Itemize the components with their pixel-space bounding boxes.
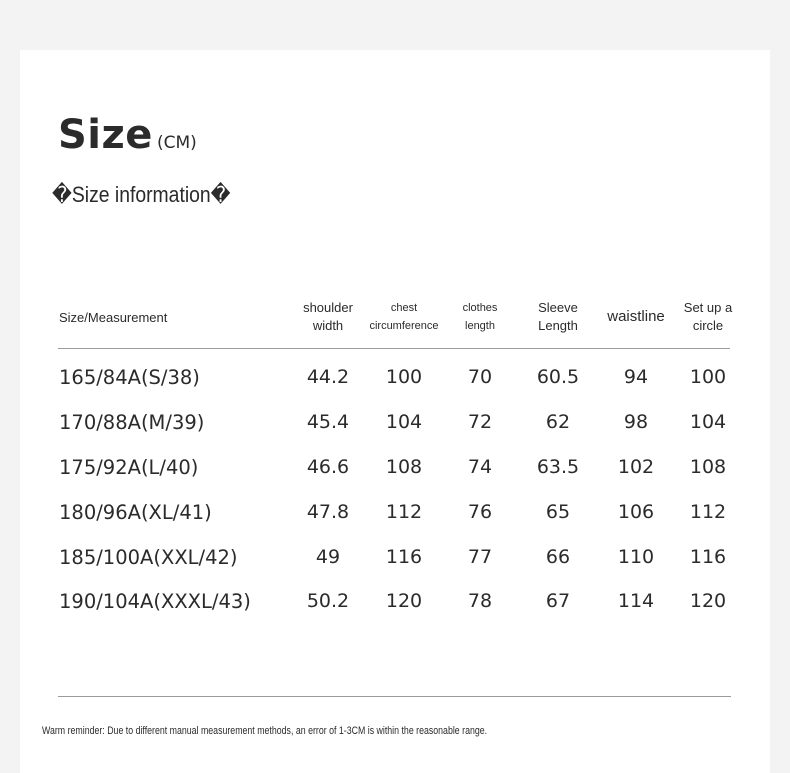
section-subtitle: �Size information�: [52, 182, 231, 207]
cell-waistline: 98: [623, 411, 649, 433]
cell-sleeve-length: 62: [545, 411, 571, 433]
header-size-measurement: Size/Measurement: [59, 310, 168, 325]
cell-shoulder-width: 46.6: [306, 456, 350, 478]
cell-size: 175/92A(L/40): [59, 456, 199, 479]
header-sleeve-length: Sleeve Length: [538, 300, 578, 333]
header-clothes-length: clothes length: [462, 302, 498, 332]
cell-clothes-length: 74: [467, 456, 493, 478]
cell-shoulder-width: 47.8: [306, 501, 350, 523]
cell-shoulder-width: 50.2: [306, 590, 350, 612]
cell-circle: 100: [689, 366, 727, 388]
cell-sleeve-length: 60.5: [536, 366, 580, 388]
cell-size: 185/100A(XXL/42): [59, 546, 238, 569]
header-shoulder-width: shoulder width: [303, 300, 353, 333]
cell-sleeve-length: 65: [545, 501, 571, 523]
cell-clothes-length: 70: [467, 366, 493, 388]
header-divider: [58, 348, 730, 349]
cell-circle: 116: [689, 546, 727, 568]
cell-circle: 108: [689, 456, 727, 478]
cell-waistline: 102: [617, 456, 655, 478]
cell-shoulder-width: 44.2: [306, 366, 350, 388]
header-waistline: waistline: [607, 308, 665, 325]
cell-waistline: 114: [617, 590, 655, 612]
cell-size: 180/96A(XL/41): [59, 501, 212, 524]
unit-label: (CM): [156, 133, 197, 153]
cell-clothes-length: 77: [467, 546, 493, 568]
cell-chest: 116: [385, 546, 423, 568]
cell-sleeve-length: 66: [545, 546, 571, 568]
cell-sleeve-length: 63.5: [536, 456, 580, 478]
page-title: Size: [58, 112, 153, 158]
cell-chest: 100: [385, 366, 423, 388]
cell-shoulder-width: 49: [315, 546, 341, 568]
cell-chest: 120: [385, 590, 423, 612]
cell-size: 165/84A(S/38): [59, 366, 200, 389]
header-chest-circumference: chest circumference: [369, 302, 439, 332]
cell-size: 190/104A(XXXL/43): [59, 590, 251, 613]
cell-clothes-length: 78: [467, 590, 493, 612]
cell-shoulder-width: 45.4: [306, 411, 350, 433]
cell-chest: 112: [385, 501, 423, 523]
footer-divider: [58, 696, 731, 697]
title-row: [58, 112, 197, 158]
cell-circle: 104: [689, 411, 727, 433]
cell-sleeve-length: 67: [545, 590, 571, 612]
warm-reminder-note: Warm reminder: Due to different manual measurement methods, an error of 1-3CM is within the reasonable range.: [42, 725, 488, 737]
cell-waistline: 110: [617, 546, 655, 568]
cell-waistline: 106: [617, 501, 655, 523]
cell-circle: 120: [689, 590, 727, 612]
cell-chest: 104: [385, 411, 423, 433]
cell-clothes-length: 72: [467, 411, 493, 433]
cell-chest: 108: [385, 456, 423, 478]
header-circle: Set up a circle: [683, 300, 733, 333]
cell-waistline: 94: [623, 366, 649, 388]
cell-clothes-length: 76: [467, 501, 493, 523]
cell-circle: 112: [689, 501, 727, 523]
cell-size: 170/88A(M/39): [59, 411, 205, 434]
